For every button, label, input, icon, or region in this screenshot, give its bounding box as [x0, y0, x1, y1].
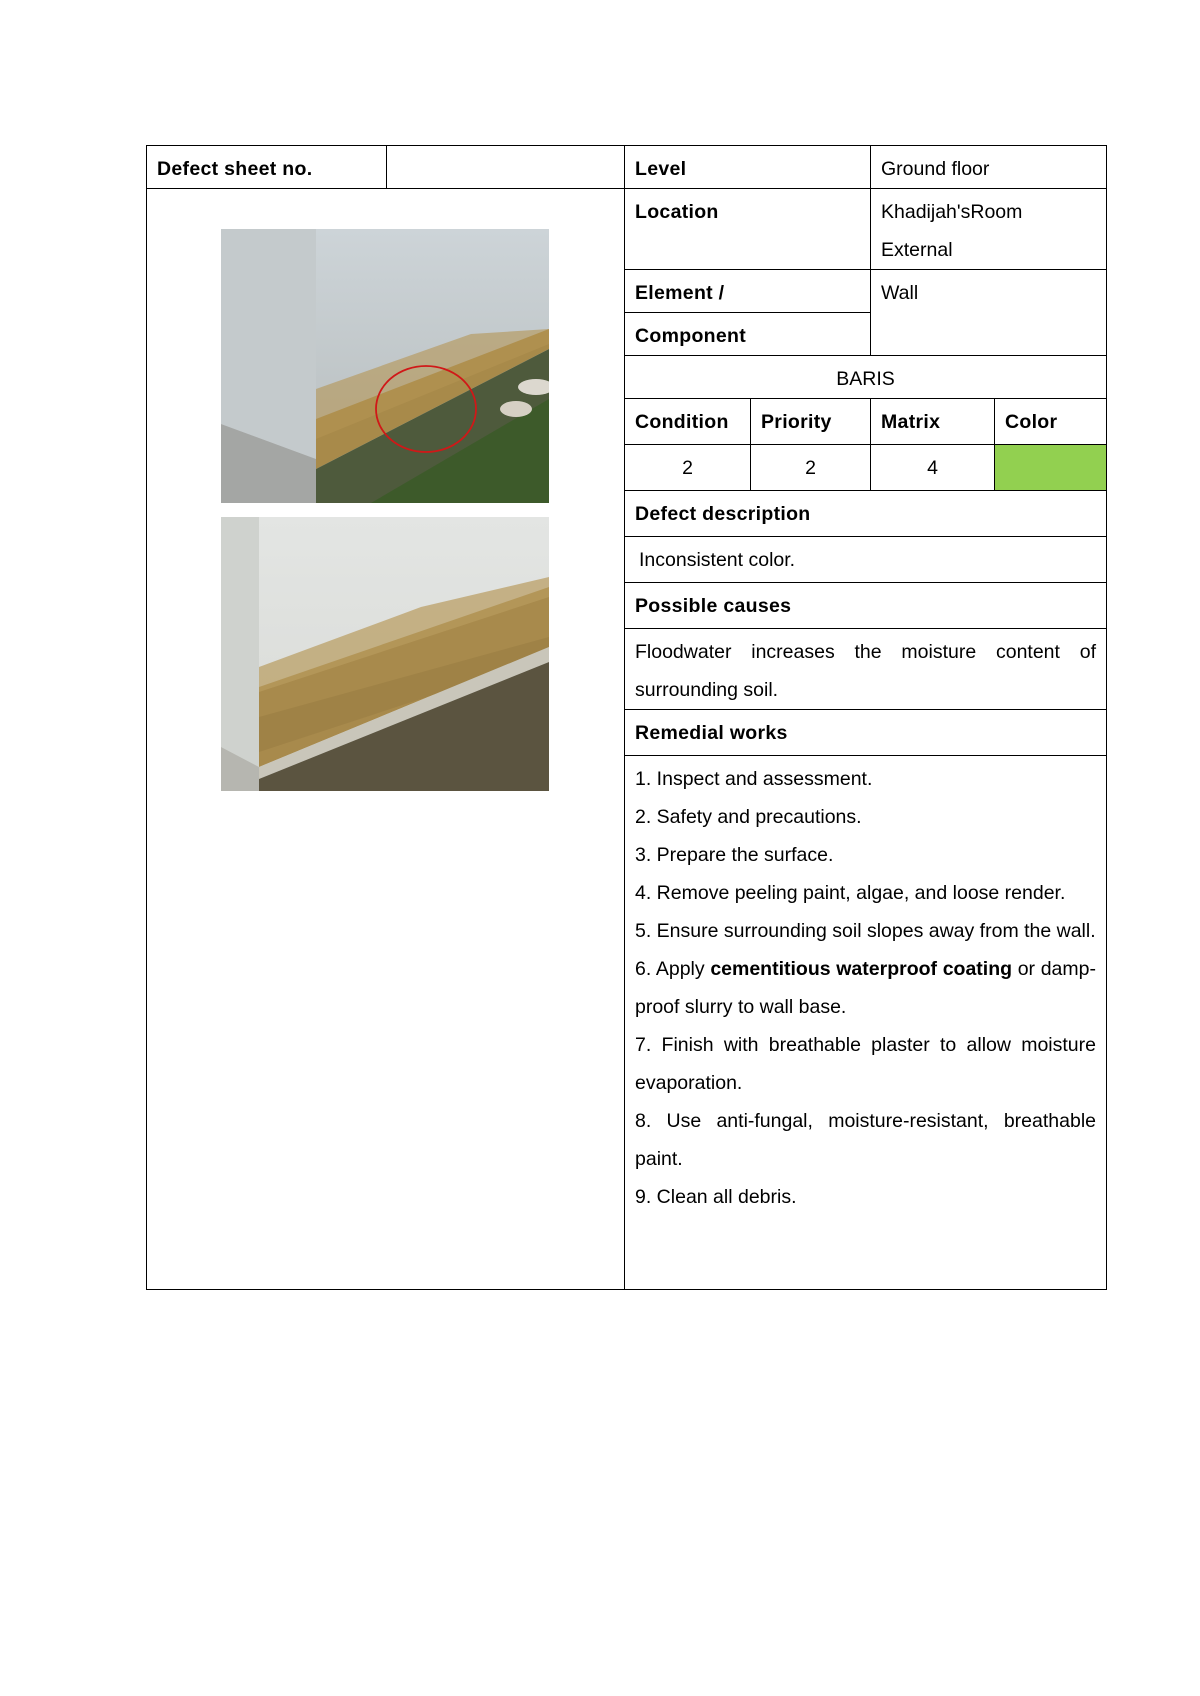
location-value: [871, 189, 1107, 270]
remedial-item: 2. Safety and precautions.: [635, 806, 862, 828]
possible-causes-label: Possible causes: [625, 583, 1107, 629]
baris-value-priority: 2: [751, 445, 871, 491]
defect-description-label: Defect description: [625, 491, 1107, 537]
remedial-item: 7. Finish with breathable plaster to allow moisture evaporation.: [635, 1034, 1096, 1094]
baris-header-condition: Condition: [625, 399, 751, 445]
baris-value-condition: 2: [625, 445, 751, 491]
remedial-item: 4. Remove peeling paint, algae, and loose render.: [635, 882, 1066, 904]
defect-sheet-table: [146, 145, 1107, 1290]
defect-description-text: Inconsistent color.: [625, 537, 1107, 583]
photo-cell: [147, 189, 625, 1290]
defect-photo-2: [221, 517, 549, 791]
level-value: Ground floor: [871, 146, 1107, 189]
remedial-item-emphasis: cementitious waterproof coating: [710, 958, 1013, 980]
defect-photo-1: [221, 229, 549, 503]
element-value: Wall: [871, 270, 1107, 356]
defect-sheet-value: [387, 146, 625, 189]
remedial-item-prefix: 6. Apply: [635, 958, 711, 980]
remedial-works-list: [625, 756, 1107, 1290]
baris-value-matrix: 4: [871, 445, 995, 491]
defect-sheet-label: Defect sheet no.: [147, 146, 387, 189]
remedial-item: 9. Clean all debris.: [635, 1186, 797, 1208]
possible-causes-text: Floodwater increases the moisture content of surrounding soil.: [625, 629, 1107, 710]
baris-header-matrix: Matrix: [871, 399, 995, 445]
element-label: Element /: [625, 270, 871, 313]
remedial-item: 3. Prepare the surface.: [635, 844, 834, 866]
remedial-item: 1. Inspect and assessment.: [635, 768, 873, 790]
remedial-item-suffix: or damp-proof slurry to wall base.: [635, 958, 1096, 1018]
location-value-line2: External: [881, 239, 953, 261]
location-label: Location: [625, 189, 871, 270]
baris-header-color: Color: [995, 399, 1107, 445]
component-label: Component: [625, 313, 871, 356]
remedial-works-label: Remedial works: [625, 710, 1107, 756]
remedial-item: 8. Use anti-fungal, moisture-resistant, breathable paint.: [635, 1110, 1096, 1170]
level-label: Level: [625, 146, 871, 189]
remedial-item: [635, 950, 1096, 1026]
baris-header-priority: Priority: [751, 399, 871, 445]
baris-color-swatch: [995, 445, 1107, 491]
remedial-item: 5. Ensure surrounding soil slopes away from the wall.: [635, 920, 1096, 942]
location-value-line1: Khadijah'sRoom: [881, 201, 1023, 223]
baris-title: BARIS: [625, 356, 1107, 399]
